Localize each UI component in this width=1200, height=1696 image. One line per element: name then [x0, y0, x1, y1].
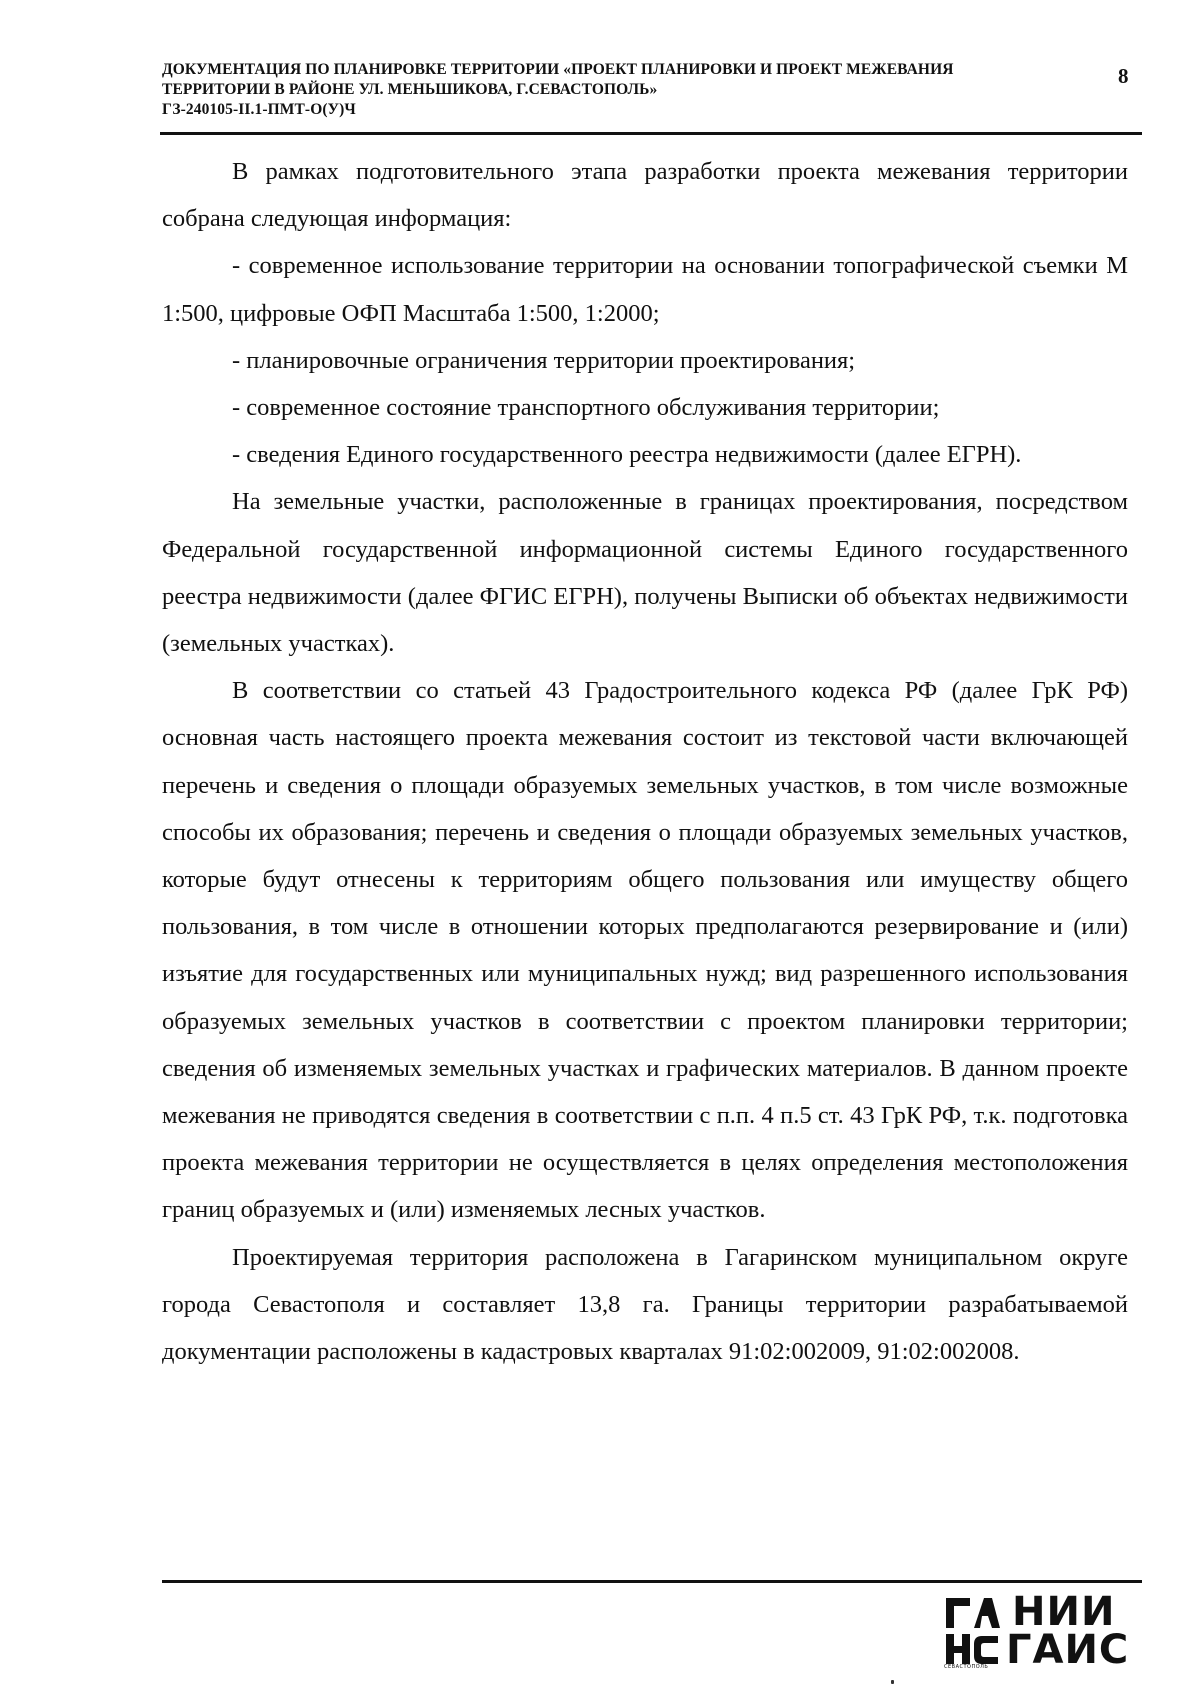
document-body: [162, 148, 1128, 1375]
logo-subtext: СЕВАСТОПОЛЬ: [944, 1664, 989, 1670]
list-item: - современное использование территории на основании топографической съемки М 1:500, цифровые ОФП Масштаба 1:500, 1:2000;: [162, 252, 1128, 327]
document-header: [162, 60, 1062, 120]
logo-mark-icon: [944, 1594, 1000, 1670]
paragraph-egrn: На земельные участки, расположенные в границах проектирования, посредством Федеральной государственной информационной системы Единого государственного реестра недвижимости (далее ФГИС ЕГРН), получены Выписки об объектах недвижимости (земельных участках).: [162, 488, 1128, 658]
list-item: - современное состояние транспортного обслуживания территории;: [232, 394, 940, 422]
page-number: 8: [1118, 64, 1129, 88]
document-code: ГЗ-240105-II.1-ПМТ-О(У)Ч: [162, 101, 356, 118]
header-title-line-2: ТЕРРИТОРИИ В РАЙОНЕ УЛ. МЕНЬШИКОВА, Г.СЕВАСТОПОЛЬ»: [162, 81, 658, 98]
paragraph-article-43: В соответствии со статьей 43 Градостроительного кодекса РФ (далее ГрК РФ) основная часть настоящего проекта межевания состоит из текстовой части включающей перечень и сведения о площади образуемых земельных участков, в том числе возможные способы их образования; перечень и сведения о площади образуемых земельных участков, которые будут отнесены к территориям общего пользования или имуществу общего пользования, в том числе в отношении которых предполагаются резервирование и (или) изъятие для государственных или муниципальных нужд; вид разрешенного использования образуемых земельных участков в соответствии с проектом планировки территории; сведения об изменяемых земельных участках и графических материалов. В данном проекте межевания не приводятся сведения в соответствии с п.п. 4 п.5 ст. 43 ГрК РФ, т.к. подготовка проекта межевания территории не осуществляется в целях определения местоположения границ образуемых и (или) изменяемых лесных участков.: [162, 677, 1128, 1224]
paragraph-intro: В рамках подготовительного этапа разработки проекта межевания территории собрана следующая информация:: [162, 158, 1128, 233]
scan-speck: [891, 1680, 894, 1684]
list-item: - сведения Единого государственного реестра недвижимости (далее ЕГРН).: [232, 441, 1022, 469]
list-item: - планировочные ограничения территории проектирования;: [232, 346, 856, 374]
footer-divider: [162, 1580, 1142, 1583]
logo-text-nii: НИИ: [1012, 1589, 1116, 1635]
logo-text-gais: ГАИС: [1006, 1627, 1130, 1673]
header-title-line-1: ДОКУМЕНТАЦИЯ ПО ПЛАНИРОВКЕ ТЕРРИТОРИИ «ПРОЕКТ ПЛАНИРОВКИ И ПРОЕКТ МЕЖЕВАНИЯ: [162, 61, 954, 78]
paragraph-territory: Проектируемая территория расположена в Гагаринском муниципальном округе города Севастополя и составляет 13,8 га. Границы территории разрабатываемой документации расположены в кадастровых кварталах 91:02:002009, 91:02:002008.: [162, 1243, 1128, 1366]
header-divider: [160, 132, 1142, 135]
nii-gais-logo: [944, 1589, 1134, 1673]
